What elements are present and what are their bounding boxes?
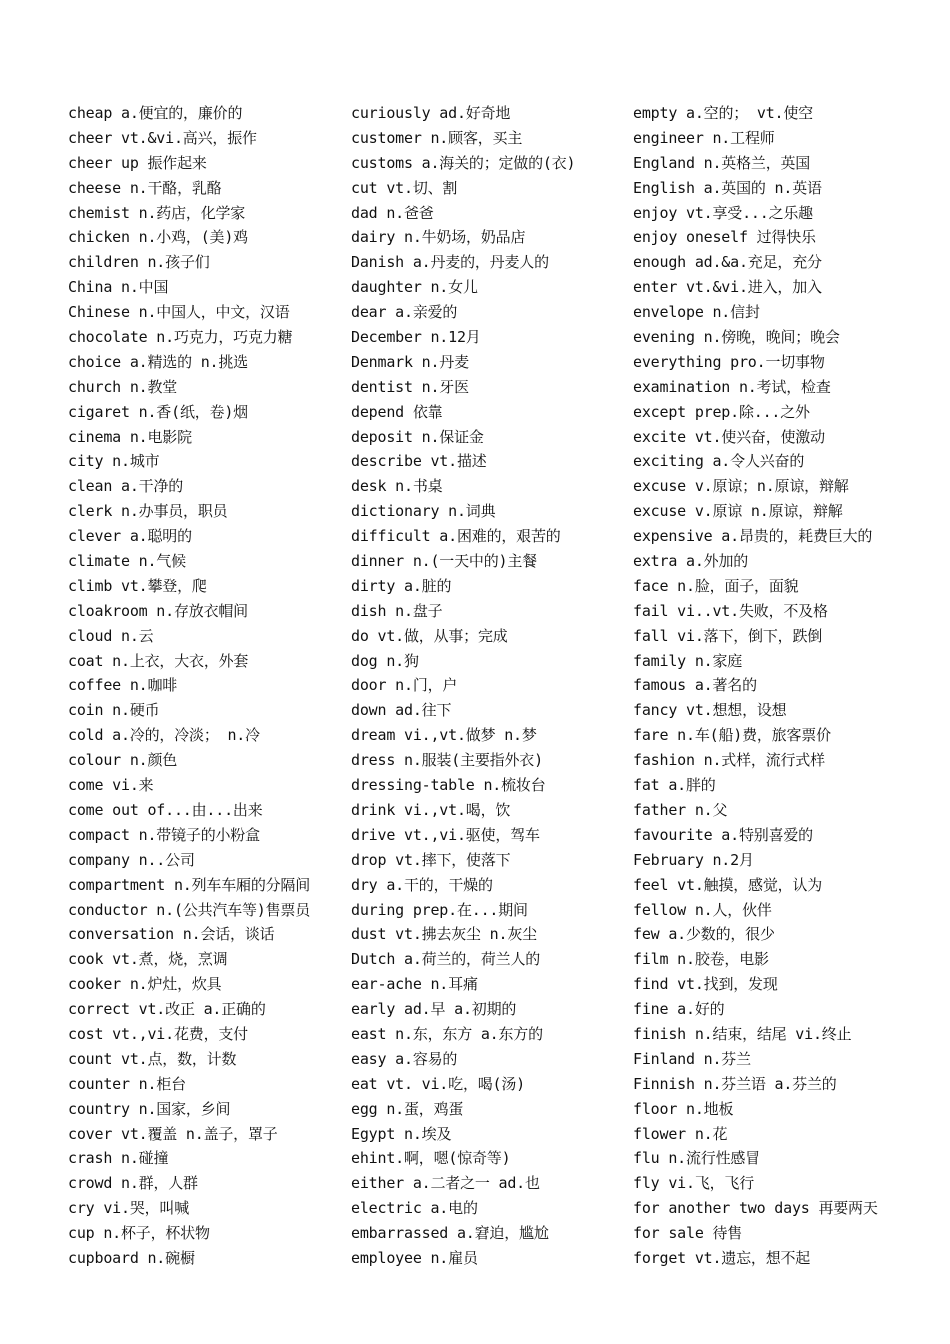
vocabulary-entry: drive vt.,vi.驱使，驾车 (351, 825, 540, 844)
vocabulary-entry: coin n.硬币 (68, 701, 160, 720)
vocabulary-entry: conversation n.会话，谈话 (68, 925, 275, 944)
vocabulary-entry: expensive a.昂贵的，耗费巨大的 (633, 527, 873, 546)
vocabulary-entry: drop vt.摔下，使落下 (351, 850, 511, 869)
vocabulary-entry: daughter n.女儿 (351, 278, 478, 297)
vocabulary-entry: clerk n.办事员，职员 (68, 502, 228, 521)
vocabulary-entry: fashion n.式样，流行式样 (633, 751, 825, 770)
vocabulary-entry: electric a.电的 (351, 1199, 478, 1218)
vocabulary-entry: Dutch a.荷兰的，荷兰人的 (351, 950, 541, 969)
vocabulary-entry: dress n.服装(主要指外衣) (351, 751, 543, 770)
vocabulary-entry: cigaret n.香(纸，卷)烟 (68, 402, 248, 421)
vocabulary-entry: children n.孩子们 (68, 253, 210, 272)
vocabulary-entry: cold a.冷的，冷淡； n.冷 (68, 726, 260, 745)
vocabulary-entry: extra a.外加的 (633, 552, 749, 571)
vocabulary-entry: dear a.亲爱的 (351, 303, 458, 322)
vocabulary-entry: feel vt.触摸，感觉，认为 (633, 875, 823, 894)
vocabulary-entry: few a.少数的，很少 (633, 925, 775, 944)
vocabulary-entry: describe vt.描述 (351, 452, 487, 471)
vocabulary-entry: Finland n.芬兰 (633, 1049, 751, 1068)
vocabulary-entry: desk n.书桌 (351, 477, 443, 496)
vocabulary-entry: drink vi.,vt.喝，饮 (351, 800, 511, 819)
vocabulary-entry: dish n.盘子 (351, 601, 443, 620)
vocabulary-entry: fancy vt.想想，设想 (633, 701, 787, 720)
vocabulary-entry: door n.门，户 (351, 676, 458, 695)
vocabulary-entry: curiously ad.好奇地 (351, 104, 511, 122)
vocabulary-entry: clever a.聪明的 (68, 527, 192, 546)
vocabulary-entry: film n.胶卷，电影 (633, 950, 769, 969)
vocabulary-entry: count vt.点，数，计数 (68, 1049, 237, 1068)
vocabulary-entry: cheer vt.&vi.高兴，振作 (68, 128, 257, 147)
vocabulary-entry: colour n.颜色 (68, 751, 178, 770)
vocabulary-entry: country n.国家，乡间 (68, 1099, 231, 1118)
vocabulary-entry: dust vt.拂去灰尘 n.灰尘 (351, 925, 537, 944)
vocabulary-entry: excuse v.原谅；n.原谅，辩解 (633, 477, 849, 496)
vocabulary-entry: deposit n.保证金 (351, 427, 484, 446)
vocabulary-entry: floor n.地板 (633, 1099, 734, 1118)
vocabulary-entry: do vt.做，从事；完成 (351, 626, 508, 645)
vocabulary-entry: compact n.带镜子的小粉盒 (68, 825, 260, 844)
vocabulary-entry: difficult a.困难的，艰苦的 (351, 527, 561, 546)
vocabulary-entry: Danish a.丹麦的，丹麦人的 (351, 253, 549, 272)
vocabulary-entry: fat a.胖的 (633, 776, 716, 795)
vocabulary-column-2 (351, 101, 641, 1271)
vocabulary-entry: evening n.傍晚，晚间；晚会 (633, 328, 840, 347)
vocabulary-entry: England n.英格兰，英国 (633, 153, 811, 172)
vocabulary-entry: fly vi.飞，飞行 (633, 1174, 755, 1193)
vocabulary-column-3 (633, 101, 933, 1271)
vocabulary-entry: favourite a.特别喜爱的 (633, 825, 813, 844)
vocabulary-entry: cover vt.覆盖 n.盖子，罩子 (68, 1124, 278, 1143)
vocabulary-entry: come vi.来 (68, 776, 154, 795)
vocabulary-entry: excite vt.使兴奋，使激动 (633, 427, 825, 446)
vocabulary-entry: fall vi.落下，倒下，跌倒 (633, 626, 823, 645)
vocabulary-entry: fare n.车(船)费，旅客票价 (633, 726, 831, 745)
vocabulary-entry: examination n.考试，检查 (633, 377, 831, 396)
vocabulary-entry: choice a.精选的 n.挑选 (68, 352, 248, 371)
vocabulary-entry: cooker n.炉灶，炊具 (68, 975, 222, 994)
vocabulary-entry: crash n.碰撞 (68, 1149, 169, 1168)
vocabulary-entry: envelope n.信封 (633, 303, 760, 322)
vocabulary-entry: chocolate n.巧克力，巧克力糖 (68, 328, 293, 347)
vocabulary-entry: except prep.除...之外 (633, 402, 810, 421)
vocabulary-entry: exciting a.令人兴奋的 (633, 452, 805, 471)
vocabulary-column-1 (68, 101, 358, 1271)
vocabulary-entry: father n.父 (633, 800, 728, 819)
vocabulary-entry: Denmark n.丹麦 (351, 352, 469, 371)
vocabulary-entry: flower n.花 (633, 1124, 728, 1143)
vocabulary-entry: dinner n.(一天中的)主餐 (351, 552, 537, 571)
vocabulary-entry: dentist n.牙医 (351, 377, 469, 396)
vocabulary-entry: face n.脸，面子，面貌 (633, 576, 799, 595)
vocabulary-entry: cloud n.云 (68, 626, 154, 645)
vocabulary-entry: engineer n.工程师 (633, 128, 775, 147)
vocabulary-entry: climate n.气候 (68, 552, 186, 571)
vocabulary-entry: egg n.蛋，鸡蛋 (351, 1099, 464, 1118)
vocabulary-entry: dry a.干的，干燥的 (351, 875, 493, 894)
vocabulary-entry: dirty a.脏的 (351, 576, 452, 595)
vocabulary-entry: China n.中国 (68, 278, 169, 297)
vocabulary-entry: fellow n.人，伙伴 (633, 900, 772, 919)
vocabulary-entry: church n.教堂 (68, 377, 178, 396)
vocabulary-entry: cheese n.干酪，乳酪 (68, 178, 222, 197)
vocabulary-entry: Finnish n.芬兰语 a.芬兰的 (633, 1074, 837, 1093)
vocabulary-entry: cost vt.,vi.花费，支付 (68, 1024, 248, 1043)
vocabulary-entry: December n.12月 (351, 328, 481, 347)
vocabulary-entry: enjoy vt.享受...之乐趣 (633, 203, 813, 222)
vocabulary-entry: cinema n.电影院 (68, 427, 192, 446)
vocabulary-entry: for another two days 再要两天 (633, 1199, 878, 1218)
vocabulary-entry: coat n.上衣，大衣，外套 (68, 651, 249, 670)
vocabulary-entry: crowd n.群，人群 (68, 1174, 198, 1193)
vocabulary-entry: famous a.著名的 (633, 676, 757, 695)
vocabulary-entry: climb vt.攀登，爬 (68, 576, 207, 595)
vocabulary-entry: city n.城市 (68, 452, 160, 471)
vocabulary-entry: enjoy oneself 过得快乐 (633, 228, 816, 247)
vocabulary-entry: either a.二者之一 ad.也 (351, 1174, 540, 1193)
vocabulary-entry: eat vt. vi.吃，喝(汤) (351, 1074, 526, 1093)
vocabulary-entry: family n.家庭 (633, 651, 743, 670)
vocabulary-entry: for sale 待售 (633, 1224, 743, 1243)
vocabulary-entry: dictionary n.词典 (351, 502, 496, 521)
vocabulary-entry: coffee n.咖啡 (68, 676, 178, 695)
vocabulary-entry: chemist n.药店，化学家 (68, 203, 246, 222)
vocabulary-entry: correct vt.改正 a.正确的 (68, 1000, 266, 1019)
vocabulary-entry: embarrassed a.窘迫，尴尬 (351, 1224, 549, 1243)
vocabulary-entry: flu n.流行性感冒 (633, 1149, 760, 1168)
vocabulary-entry: easy a.容易的 (351, 1049, 458, 1068)
vocabulary-entry: fail vi..vt.失败，不及格 (633, 601, 828, 620)
vocabulary-entry: empty a.空的； vt.使空 (633, 104, 813, 122)
vocabulary-entry: Egypt n.埃及 (351, 1124, 452, 1143)
vocabulary-entry: east n.东，东方 a.东方的 (351, 1024, 543, 1043)
vocabulary-entry: finish n.结束，结尾 vi.终止 (633, 1024, 852, 1043)
vocabulary-entry: cup n.杯子，杯状物 (68, 1224, 210, 1243)
vocabulary-entry: everything pro.一切事物 (633, 352, 825, 371)
vocabulary-entry: cook vt.煮，烧，烹调 (68, 950, 228, 969)
vocabulary-entry: compartment n.列车车厢的分隔间 (68, 875, 311, 894)
vocabulary-entry: conductor n.(公共汽车等)售票员 (68, 900, 311, 919)
vocabulary-entry: company n..公司 (68, 850, 195, 869)
vocabulary-entry: dad n.爸爸 (351, 203, 434, 222)
vocabulary-entry: cheer up 振作起来 (68, 153, 207, 172)
vocabulary-entry: dream vi.,vt.做梦 n.梦 (351, 726, 537, 745)
vocabulary-entry: find vt.找到，发现 (633, 975, 778, 994)
vocabulary-entry: dog n.狗 (351, 651, 419, 670)
vocabulary-entry: employee n.雇员 (351, 1248, 478, 1267)
vocabulary-entry: down ad.往下 (351, 701, 452, 720)
vocabulary-entry: ehint.啊，嗯(惊奇等) (351, 1149, 511, 1168)
vocabulary-entry: English a.英国的 n.英语 (633, 178, 822, 197)
vocabulary-entry: excuse v.原谅 n.原谅，辩解 (633, 502, 843, 521)
vocabulary-entry: cry vi.哭，叫喊 (68, 1199, 190, 1218)
vocabulary-entry: enter vt.&vi.进入，加入 (633, 278, 822, 297)
vocabulary-entry: dressing-table n.梳妆台 (351, 776, 546, 795)
vocabulary-entry: forget vt.遗忘，想不起 (633, 1248, 811, 1267)
vocabulary-entry: during prep.在...期间 (351, 900, 528, 919)
vocabulary-entry: cut vt.切、割 (351, 178, 458, 197)
vocabulary-entry: dairy n.牛奶场，奶品店 (351, 228, 526, 247)
vocabulary-entry: clean a.干净的 (68, 477, 184, 496)
vocabulary-entry: customs a.海关的；定做的(衣) (351, 153, 576, 172)
vocabulary-entry: fine a.好的 (633, 1000, 725, 1019)
vocabulary-entry: cupboard n.碗橱 (68, 1248, 195, 1267)
vocabulary-entry: enough ad.&a.充足，充分 (633, 253, 822, 272)
vocabulary-entry: counter n.柜台 (68, 1074, 186, 1093)
vocabulary-entry: Chinese n.中国人，中文，汉语 (68, 303, 290, 322)
vocabulary-entry: customer n.顾客，买主 (351, 128, 523, 147)
vocabulary-entry: cheap a.便宜的，廉价的 (68, 104, 243, 122)
vocabulary-entry: cloakroom n.存放衣帽间 (68, 601, 248, 620)
vocabulary-entry: early ad.早 a.初期的 (351, 1000, 517, 1019)
vocabulary-entry: come out of...由...出来 (68, 800, 263, 819)
vocabulary-entry: February n.2月 (633, 850, 754, 869)
vocabulary-entry: chicken n.小鸡，(美)鸡 (68, 228, 248, 247)
vocabulary-entry: ear-ache n.耳痛 (351, 975, 478, 994)
vocabulary-entry: depend 依靠 (351, 402, 443, 421)
